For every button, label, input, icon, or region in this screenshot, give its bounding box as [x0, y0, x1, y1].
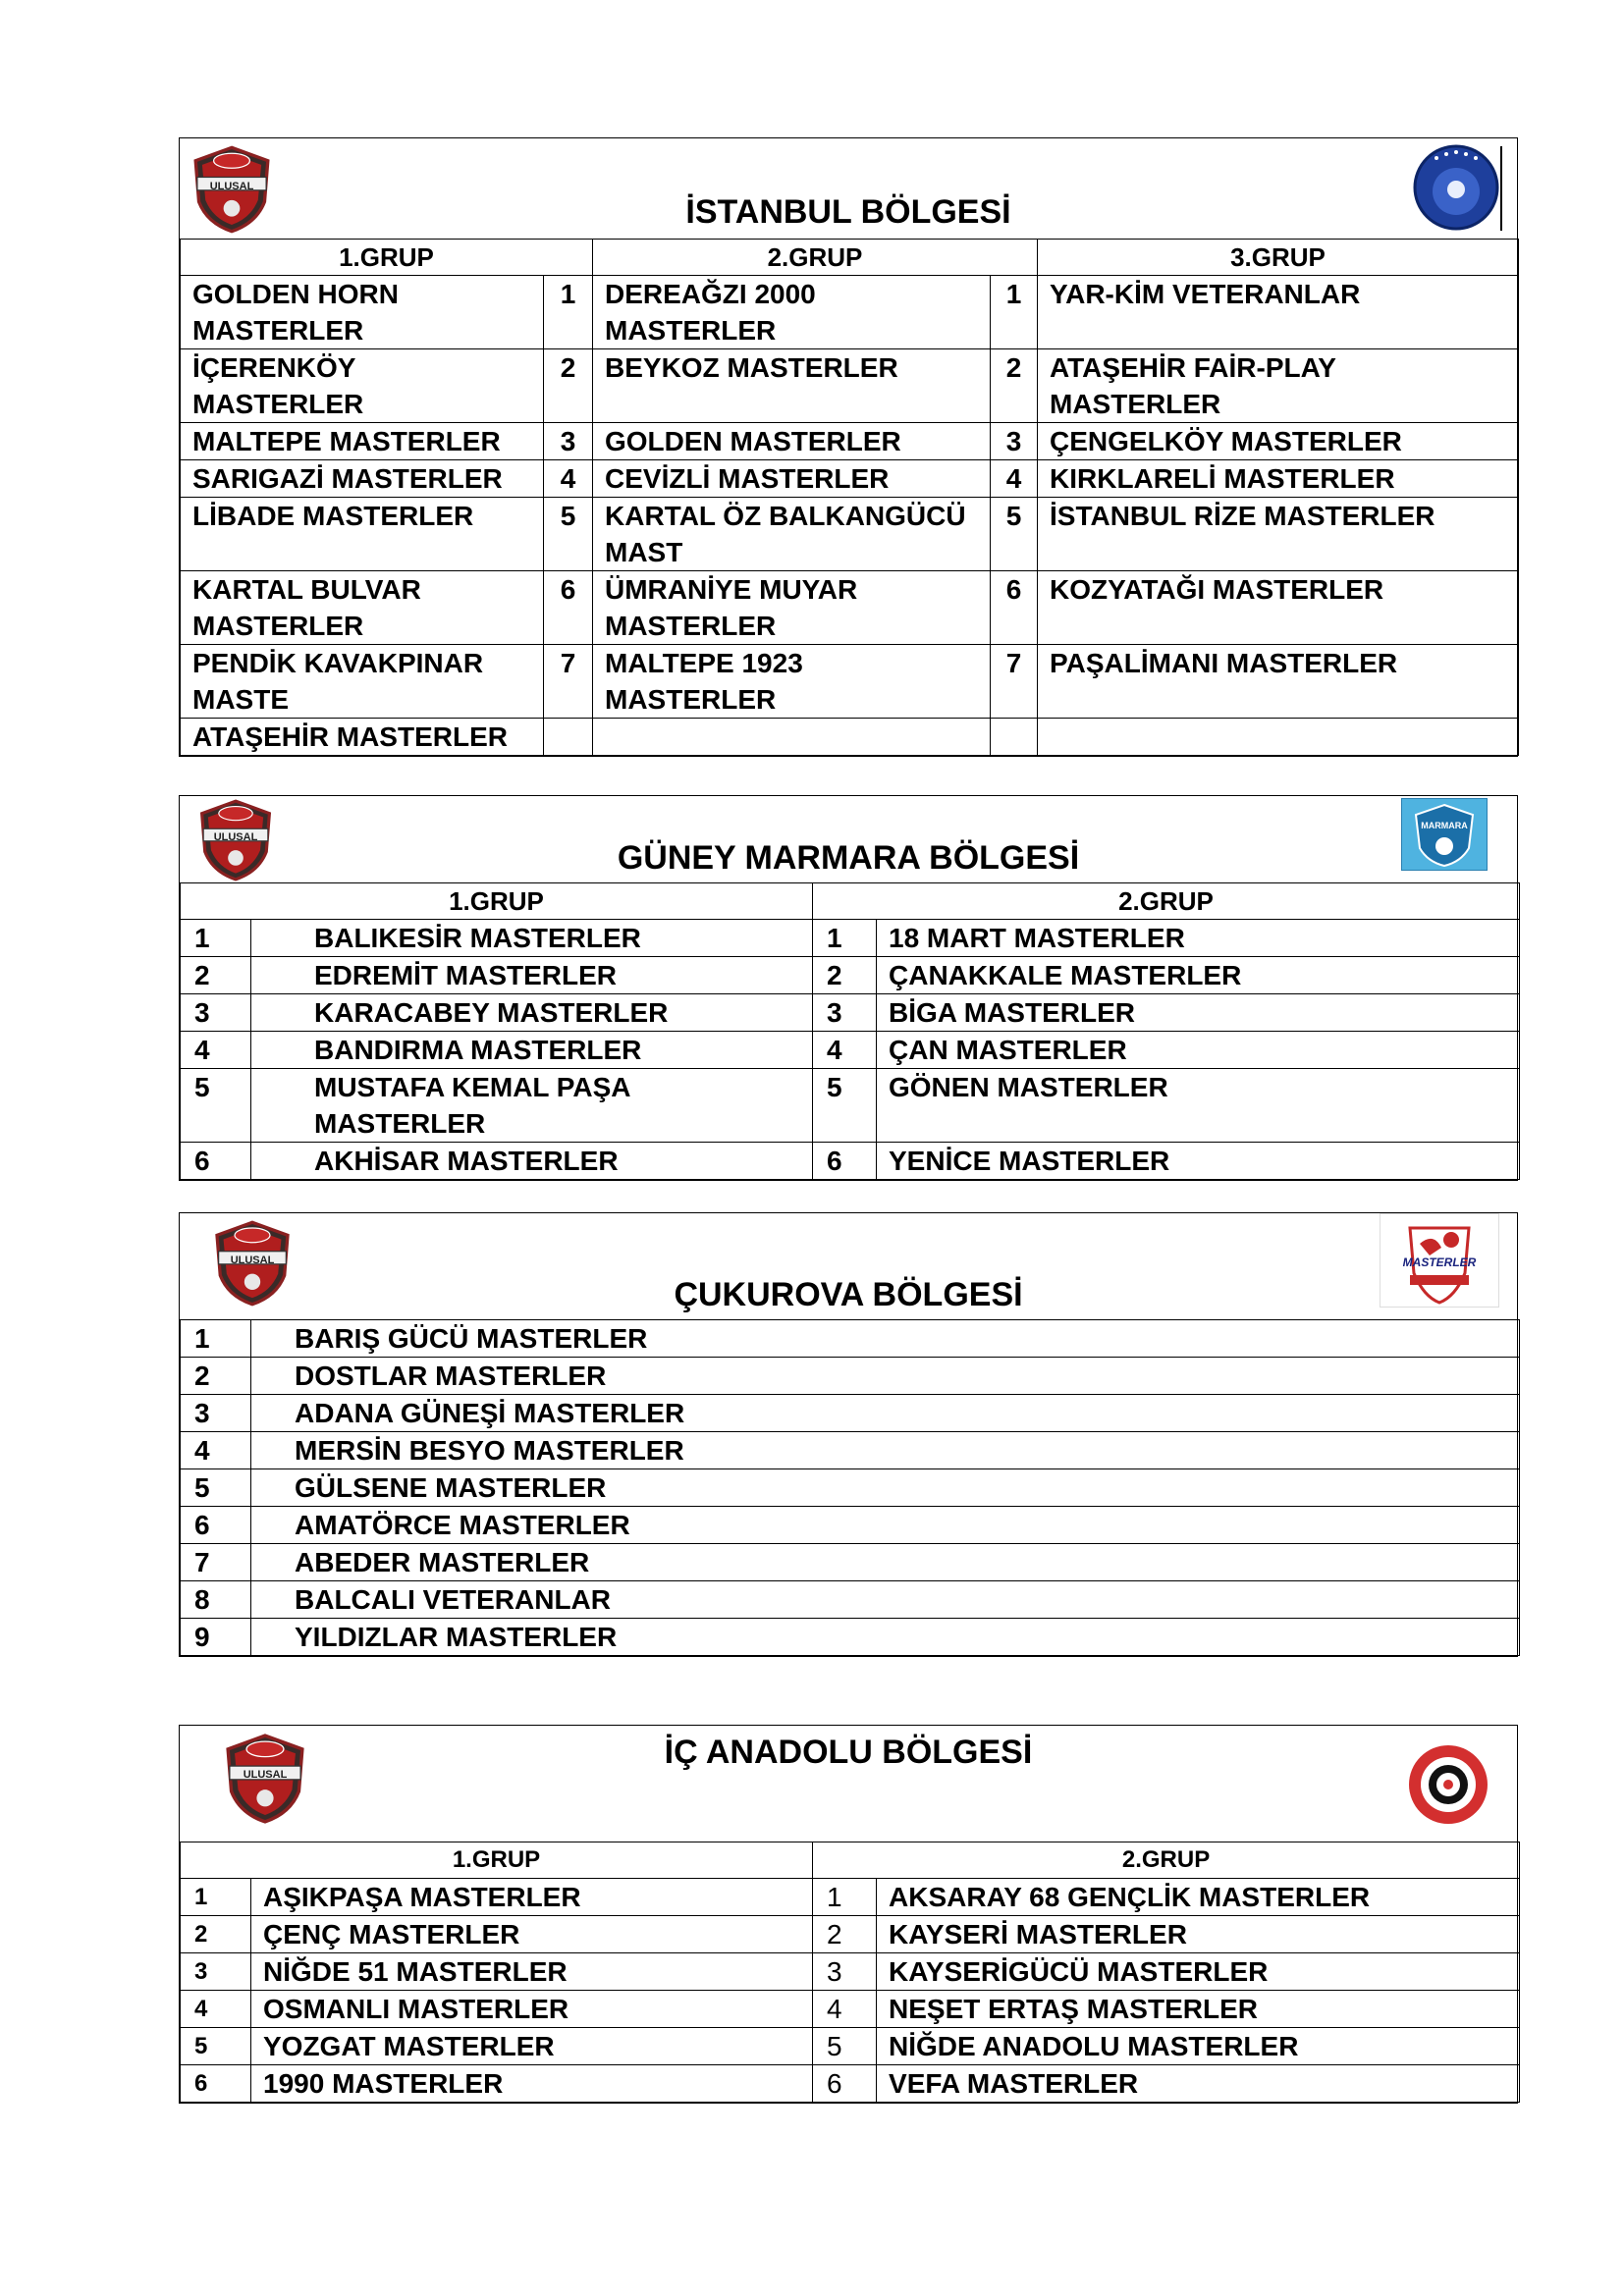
table-row [181, 994, 1520, 1032]
rank-cell: 7 [544, 645, 593, 719]
team-cell: ÇANAKKALE MASTERLER [877, 957, 1520, 994]
guney-group-1-header: 1.GRUP [181, 883, 813, 920]
team-cell: İSTANBUL RİZE MASTERLER [1038, 498, 1519, 571]
team-cell: MUSTAFA KEMAL PAŞA MASTERLER [251, 1069, 813, 1143]
rank-cell: 6 [991, 571, 1038, 645]
istanbul-title: İSTANBUL BÖLGESİ [685, 193, 1011, 231]
marmara-veterans-logo-icon [1402, 799, 1487, 870]
marmara-logo-label: MARMARA [1421, 821, 1468, 830]
team-cell: YOZGAT MASTERLER [251, 2028, 813, 2065]
team-cell: PENDİK KAVAKPINAR MASTE [181, 645, 544, 719]
ic-anadolu-region [179, 1725, 1518, 2104]
table-row [181, 1544, 1520, 1581]
team-cell: DOSTLAR MASTERLER [251, 1358, 1520, 1395]
cukurova-table [180, 1319, 1520, 1656]
team-cell: ÇENGELKÖY MASTERLER [1038, 423, 1519, 460]
icanadolu-header [180, 1726, 1517, 1842]
rank-cell: 6 [181, 1507, 251, 1544]
rank-cell: 3 [181, 994, 251, 1032]
guney-group-2-header: 2.GRUP [813, 883, 1520, 920]
rank-cell [544, 719, 593, 756]
team-cell: ADANA GÜNEŞİ MASTERLER [251, 1395, 1520, 1432]
table-row [181, 920, 1520, 957]
rank-cell: 4 [544, 460, 593, 498]
icanadolu-group-1-header: 1.GRUP [181, 1842, 813, 1879]
ulusal-logo-label: ULUSAL [213, 831, 258, 843]
team-cell: BALIKESİR MASTERLER [251, 920, 813, 957]
team-cell: OSMANLI MASTERLER [251, 1991, 813, 2028]
table-row [181, 2065, 1520, 2103]
team-cell: ÇAN MASTERLER [877, 1032, 1520, 1069]
team-cell: PAŞALİMANI MASTERLER [1038, 645, 1519, 719]
team-cell: CEVİZLİ MASTERLER [593, 460, 991, 498]
team-cell: ÇENÇ MASTERLER [251, 1916, 813, 1953]
rank-cell: 3 [813, 1953, 877, 1991]
guney-title: GÜNEY MARMARA BÖLGESİ [617, 839, 1080, 877]
table-row [181, 276, 1519, 349]
rank-cell: 3 [181, 1395, 251, 1432]
rank-cell: 5 [181, 1469, 251, 1507]
team-cell: GÖNEN MASTERLER [877, 1069, 1520, 1143]
istanbul-group-3-header: 3.GRUP [1038, 240, 1519, 276]
istanbul-group-1-header: 1.GRUP [181, 240, 593, 276]
team-cell: EDREMİT MASTERLER [251, 957, 813, 994]
rank-cell: 5 [813, 1069, 877, 1143]
team-cell: BANDIRMA MASTERLER [251, 1032, 813, 1069]
rank-cell: 1 [544, 276, 593, 349]
table-row [181, 1032, 1520, 1069]
table-row [181, 1320, 1520, 1358]
team-cell: YILDIZLAR MASTERLER [251, 1619, 1520, 1656]
table-row [181, 460, 1519, 498]
team-cell: MERSİN BESYO MASTERLER [251, 1432, 1520, 1469]
team-cell: ABEDER MASTERLER [251, 1544, 1520, 1581]
team-cell: MALTEPE 1923 MASTERLER [593, 645, 991, 719]
ulusal-logo-label: ULUSAL [230, 1255, 275, 1266]
team-cell: 18 MART MASTERLER [877, 920, 1520, 957]
team-cell [1038, 719, 1519, 756]
rank-cell: 1 [181, 1320, 251, 1358]
rank-cell: 6 [813, 1143, 877, 1180]
table-row [181, 2028, 1520, 2065]
team-cell: BARIŞ GÜCÜ MASTERLER [251, 1320, 1520, 1358]
table-row [181, 1143, 1520, 1180]
team-cell: NİĞDE 51 MASTERLER [251, 1953, 813, 1991]
team-cell: KARTAL BULVAR MASTERLER [181, 571, 544, 645]
icanadolu-table [180, 1842, 1520, 2103]
table-row [181, 1469, 1520, 1507]
team-cell: GOLDEN HORN MASTERLER [181, 276, 544, 349]
rank-cell: 4 [813, 1991, 877, 2028]
istanbul-table [180, 239, 1519, 756]
rank-cell: 3 [181, 1953, 251, 1991]
table-row [181, 1069, 1520, 1143]
rank-cell: 5 [181, 2028, 251, 2065]
guney-marmara-logo [1401, 798, 1488, 871]
rank-cell: 9 [181, 1619, 251, 1656]
icanadolu-title: İÇ ANADOLU BÖLGESİ [664, 1734, 1033, 1771]
rank-cell: 2 [181, 1358, 251, 1395]
rank-cell: 3 [544, 423, 593, 460]
rank-cell: 6 [181, 1143, 251, 1180]
rank-cell: 4 [181, 1032, 251, 1069]
team-cell: AŞIKPAŞA MASTERLER [251, 1879, 813, 1916]
team-cell: KIRKLARELİ MASTERLER [1038, 460, 1519, 498]
team-cell: ATAŞEHİR MASTERLER [181, 719, 544, 756]
team-cell: BİGA MASTERLER [877, 994, 1520, 1032]
team-cell: ATAŞEHİR FAİR-PLAY MASTERLER [1038, 349, 1519, 423]
table-row [181, 349, 1519, 423]
team-cell: KAYSERİ MASTERLER [877, 1916, 1520, 1953]
table-row [181, 957, 1520, 994]
team-cell: GÜLSENE MASTERLER [251, 1469, 1520, 1507]
table-row [181, 1395, 1520, 1432]
rank-cell: 4 [991, 460, 1038, 498]
table-row [181, 1953, 1520, 1991]
cukurova-header [180, 1213, 1517, 1319]
team-cell [593, 719, 991, 756]
rank-cell: 2 [544, 349, 593, 423]
team-cell: 1990 MASTERLER [251, 2065, 813, 2103]
ulusal-logo-label: ULUSAL [243, 1769, 288, 1781]
team-cell: YAR-KİM VETERANLAR [1038, 276, 1519, 349]
team-cell: NİĞDE ANADOLU MASTERLER [877, 2028, 1520, 2065]
icanadolu-group-2-header: 2.GRUP [813, 1842, 1520, 1879]
istanbul-region [179, 137, 1518, 757]
rank-cell: 6 [544, 571, 593, 645]
cukurova-title: ÇUKUROVA BÖLGESİ [674, 1276, 1023, 1313]
rank-cell: 5 [991, 498, 1038, 571]
team-cell: ÜMRANİYE MUYAR MASTERLER [593, 571, 991, 645]
team-cell: AMATÖRCE MASTERLER [251, 1507, 1520, 1544]
table-row [181, 498, 1519, 571]
istanbul-group-2-header: 2.GRUP [593, 240, 1038, 276]
team-cell: NEŞET ERTAŞ MASTERLER [877, 1991, 1520, 2028]
istanbul-federation-logo-icon [1411, 140, 1505, 231]
rank-cell: 1 [181, 1879, 251, 1916]
table-row [181, 1916, 1520, 1953]
team-cell: YENİCE MASTERLER [877, 1143, 1520, 1180]
rank-cell: 2 [813, 957, 877, 994]
team-cell: İÇERENKÖY MASTERLER [181, 349, 544, 423]
rank-cell: 1 [991, 276, 1038, 349]
team-cell: AKSARAY 68 GENÇLİK MASTERLER [877, 1879, 1520, 1916]
rank-cell: 2 [181, 1916, 251, 1953]
cukurova-logo [1380, 1213, 1499, 1308]
team-cell: LİBADE MASTERLER [181, 498, 544, 571]
team-cell: BALCALI VETERANLAR [251, 1581, 1520, 1619]
rank-cell: 5 [544, 498, 593, 571]
guney-table [180, 882, 1520, 1180]
team-cell: DEREAĞZI 2000 MASTERLER [593, 276, 991, 349]
rank-cell: 6 [813, 2065, 877, 2103]
rank-cell: 5 [181, 1069, 251, 1143]
team-cell: BEYKOZ MASTERLER [593, 349, 991, 423]
rank-cell: 7 [991, 645, 1038, 719]
cukurova-region [179, 1212, 1518, 1657]
table-row [181, 1432, 1520, 1469]
rank-cell: 7 [181, 1544, 251, 1581]
team-cell: SARIGAZİ MASTERLER [181, 460, 544, 498]
rank-cell: 2 [181, 957, 251, 994]
team-cell: KOZYATAĞI MASTERLER [1038, 571, 1519, 645]
rank-cell: 1 [813, 1879, 877, 1916]
team-cell: GOLDEN MASTERLER [593, 423, 991, 460]
guney-marmara-region [179, 795, 1518, 1181]
table-row [181, 1879, 1520, 1916]
rank-cell: 3 [813, 994, 877, 1032]
rank-cell: 3 [991, 423, 1038, 460]
rank-cell: 2 [813, 1916, 877, 1953]
rank-cell: 6 [181, 2065, 251, 2103]
guney-header [180, 796, 1517, 882]
team-cell: MALTEPE MASTERLER [181, 423, 544, 460]
rank-cell: 1 [181, 920, 251, 957]
team-cell: KARTAL ÖZ BALKANGÜCÜ MAST [593, 498, 991, 571]
table-row [181, 423, 1519, 460]
table-row [181, 1581, 1520, 1619]
team-cell: AKHİSAR MASTERLER [251, 1143, 813, 1180]
ulusal-logo-label: ULUSAL [209, 181, 254, 192]
cukurova-logo-label: MASTERLER [1402, 1255, 1477, 1269]
rank-cell: 2 [991, 349, 1038, 423]
rank-cell: 4 [181, 1991, 251, 2028]
rank-cell: 5 [813, 2028, 877, 2065]
table-row [181, 1507, 1520, 1544]
table-row [181, 571, 1519, 645]
rank-cell: 4 [813, 1032, 877, 1069]
rank-cell [991, 719, 1038, 756]
rank-cell: 8 [181, 1581, 251, 1619]
team-cell: KAYSERİGÜCÜ MASTERLER [877, 1953, 1520, 1991]
table-row [181, 1619, 1520, 1656]
istanbul-header [180, 138, 1517, 239]
rank-cell: 1 [813, 920, 877, 957]
team-cell: KARACABEY MASTERLER [251, 994, 813, 1032]
anadolu-federation-logo-icon [1407, 1743, 1489, 1826]
table-row [181, 1358, 1520, 1395]
table-row [181, 719, 1519, 756]
table-row [181, 1991, 1520, 2028]
team-cell: VEFA MASTERLER [877, 2065, 1520, 2103]
rank-cell: 4 [181, 1432, 251, 1469]
table-row [181, 645, 1519, 719]
